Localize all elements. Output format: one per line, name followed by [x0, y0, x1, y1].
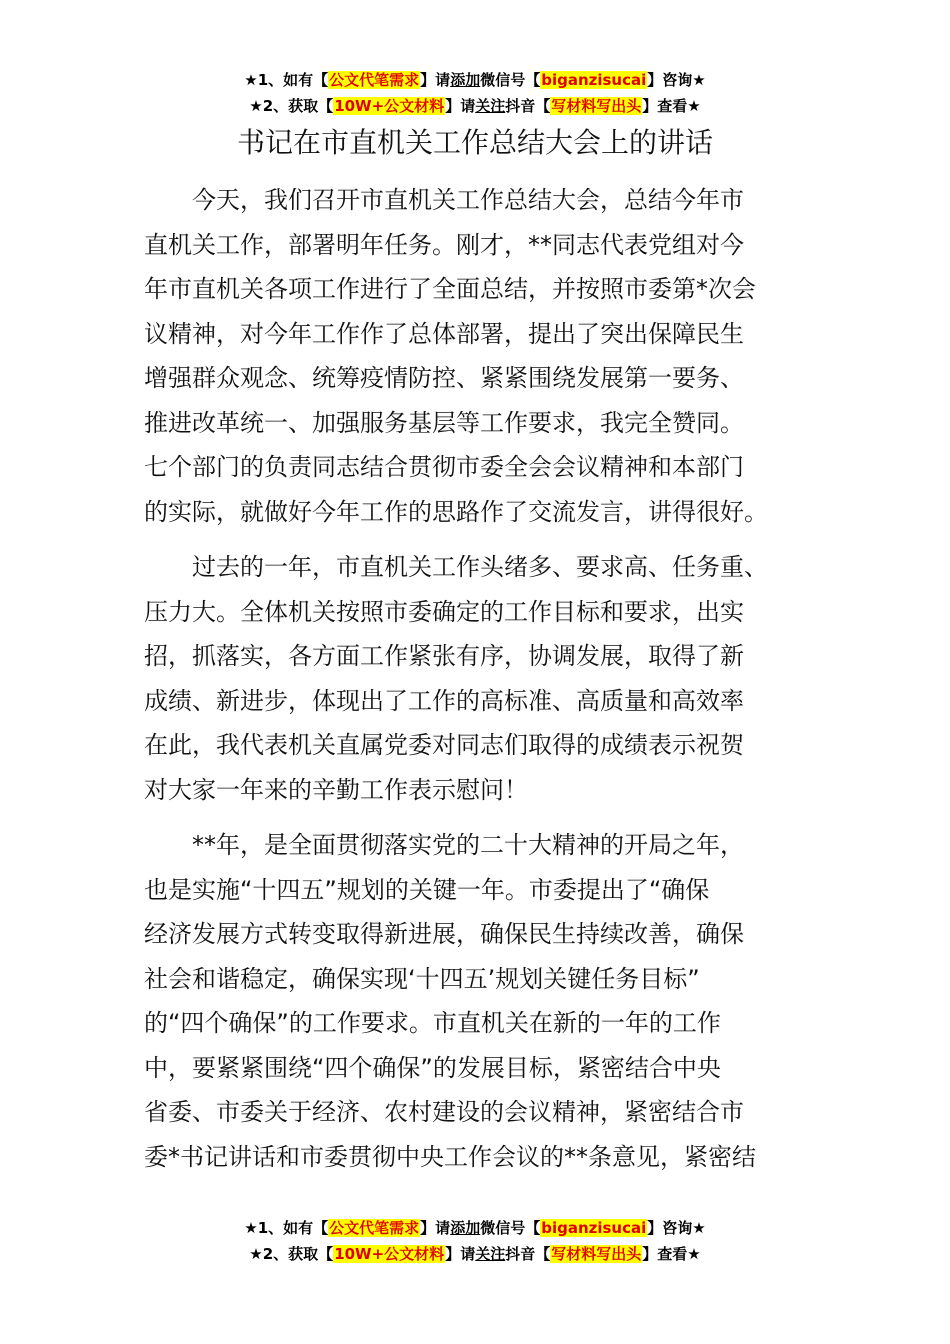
text-line: 对大家一年来的辛勤工作表示慰问！: [144, 775, 528, 804]
text-line: 压力大。全体机关按照市委确定的工作目标和要求，出实: [144, 597, 744, 626]
text-line: **年，是全面贯彻落实党的二十大精神的开局之年，: [192, 831, 744, 859]
text-line: 的实际，就做好今年工作的思路作了交流发言，讲得很好。: [144, 497, 768, 526]
text-line: 推进改革统一、加强服务基层等工作要求，我完全赞同。: [144, 408, 744, 437]
text-line: 七个部门的负责同志结合贯彻市委全会会议精神和本部门: [144, 453, 744, 481]
paragraph-3: [144, 823, 824, 1179]
banner-line-2: ★2、获取【10W+公文材料】请关注抖音【写材料写出头】查看★: [249, 97, 701, 115]
banner-highlight: 公文代笔需求: [329, 71, 420, 89]
paragraph-1: [144, 178, 824, 534]
text-line: 经济发展方式转变取得新进展，确保民生持续改善，确保: [144, 920, 744, 948]
text-line: 在此，我代表机关直属党委对同志们取得的成绩表示祝贺: [144, 731, 744, 759]
banner-wechat-id: biganzisucai: [541, 1219, 647, 1237]
text-line: 今天，我们召开市直机关工作总结大会，总结今年市: [192, 186, 744, 214]
banner-douyin-id: 写材料写出头: [551, 97, 642, 115]
document-body: [144, 178, 824, 1190]
text-line: 省委、市委关于经济、农村建设的会议精神，紧密结合市: [144, 1098, 744, 1126]
banner-line-1: ★1、如有【公文代笔需求】请添加微信号【biganzisucai】咨询★: [244, 71, 706, 89]
banner-highlight: 10W+公文材料: [334, 1245, 445, 1263]
text-line: 委*书记讲话和市委贯彻中央工作会议的**条意见，紧密结: [144, 1142, 756, 1171]
document-title: 书记在市直机关工作总结大会上的讲话: [236, 126, 713, 159]
text-line: 直机关工作，部署明年任务。刚才，**同志代表党组对今: [144, 230, 744, 259]
text-line: 中，要紧紧围绕“四个确保”的发展目标，紧密结合中央: [144, 1053, 721, 1082]
banner-line-2: ★2、获取【10W+公文材料】请关注抖音【写材料写出头】查看★: [249, 1245, 701, 1263]
banner-highlight: 10W+公文材料: [334, 97, 445, 115]
text-line: 也是实施“十四五”规划的关键一年。市委提出了“确保: [144, 875, 710, 904]
footer-banner: [0, 1215, 950, 1267]
text-line: 的“四个确保”的工作要求。市直机关在新的一年的工作: [144, 1009, 721, 1037]
text-line: 议精神，对今年工作作了总体部署，提出了突出保障民生: [144, 319, 744, 348]
paragraph-2: [144, 545, 824, 812]
text-line: 过去的一年，市直机关工作头绪多、要求高、任务重、: [192, 553, 768, 581]
text-line: 年市直机关各项工作进行了全面总结，并按照市委第*次会: [144, 275, 756, 303]
text-line: 招，抓落实，各方面工作紧张有序，协调发展，取得了新: [144, 642, 744, 670]
banner-highlight: 公文代笔需求: [329, 1219, 420, 1237]
banner-douyin-id: 写材料写出头: [551, 1245, 642, 1263]
header-banner: [0, 67, 950, 119]
text-line: 社会和谐稳定，确保实现‘十四五’规划关键任务目标”: [144, 964, 700, 993]
text-line: 成绩、新进步，体现出了工作的高标准、高质量和高效率: [144, 686, 744, 715]
banner-line-1: ★1、如有【公文代笔需求】请添加微信号【biganzisucai】咨询★: [244, 1219, 706, 1237]
text-line: 增强群众观念、统筹疫情防控、紧紧围绕发展第一要务、: [144, 364, 744, 392]
banner-wechat-id: biganzisucai: [541, 71, 647, 89]
